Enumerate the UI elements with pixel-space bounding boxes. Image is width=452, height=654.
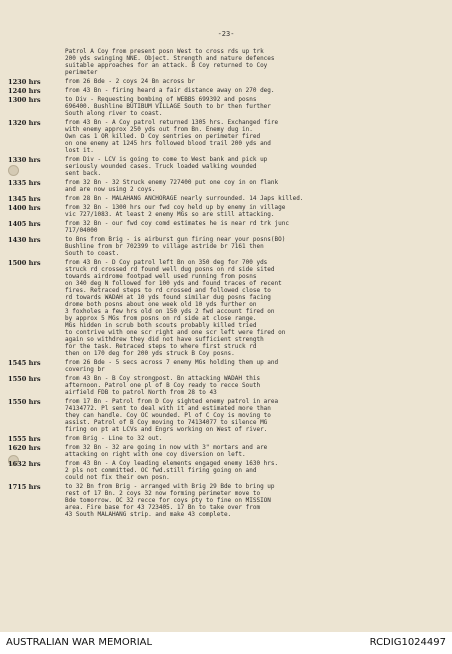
entry-text-line: area. Fire base for 43 723405. 17 Bn to take over from xyxy=(65,504,261,511)
entry-time: 1240 hrs xyxy=(8,87,41,95)
entry-text-line: 43 South MALAHANG strip. and make 43 complete. xyxy=(65,511,232,518)
entry-text-line: vic 727/1083. At least 2 enemy MGs so are still attacking. xyxy=(65,211,275,218)
footer-bar xyxy=(0,632,452,654)
entry-text-line: attacking on right with one coy diversion on left. xyxy=(65,451,246,458)
page-number: -23- xyxy=(217,30,235,38)
entry-time: 1335 hrs xyxy=(8,179,41,187)
entry-time: 1550 hrs xyxy=(8,375,41,383)
entry-text-line: sent back. xyxy=(65,170,102,177)
entry-text-line: 200 yds swinging NNE. Object. Strength and nature defences xyxy=(65,55,275,62)
entry-text-line: from 26 Bde - 5 secs across 7 enemy MGs holding them up and xyxy=(65,359,279,366)
footer-reference: RCDIG1024497 xyxy=(369,637,446,648)
entry-text-line: and are now using 2 coys. xyxy=(65,186,156,193)
entry-text-line: South to coast. xyxy=(65,250,120,257)
entry-time: 1715 hrs xyxy=(8,483,41,491)
entry-text-line: from 32 Bn - 1300 hrs our fwd coy held up by enemy in village xyxy=(65,204,286,211)
entry-time: 1550 hrs xyxy=(8,398,41,406)
entry-text-line: 3 foxholes a few hrs old on 150 yds 2 fwd account fired on xyxy=(65,308,275,315)
entry-text-line: perimeter xyxy=(65,69,98,76)
footer-credit: AUSTRALIAN WAR MEMORIAL xyxy=(6,637,153,648)
entry-text-line: from 32 Bn - 32 are going in now with 3" mortars and are xyxy=(65,444,268,451)
entry-text-line: from 43 Bn - B Coy strongpost. Bn attacking WADAH this xyxy=(65,375,261,382)
entry-time: 1330 hrs xyxy=(8,156,41,164)
entry-text-line: firing on pt at LCVs and Engrs working on West of river. xyxy=(65,426,268,433)
entry-text-line: on 340 deg N followed for 100 yds and found traces of recent xyxy=(65,280,282,287)
entry-text-line: towards airdrome footpad well used running from posns xyxy=(65,273,257,280)
entry-text-line: from 43 Bn - A Coy leading elements engaged enemy 1630 hrs. xyxy=(65,460,279,467)
entry-text-line: from 17 Bn - Patrol from D Coy sighted enemy patrol in area xyxy=(65,398,279,405)
entry-text-line: assist. Patrol of B Coy moving to 74134077 to silence MG xyxy=(65,419,268,426)
entry-time: 1320 hrs xyxy=(8,119,41,127)
entry-text-line: again so withdrew they did not have sufficient strength xyxy=(65,336,264,343)
entry-time: 1400 hrs xyxy=(8,204,41,212)
entry-text-line: from Div - LCV is going to come to West bank and pick up xyxy=(65,156,268,163)
entry-text-line: from 32 Bn - our fwd coy comd estimates he is near rd trk junc xyxy=(65,220,289,227)
entry-text-line: rd towards WADAH at 10 yds found similar dug posns facing xyxy=(65,294,271,301)
entry-text-line: from 26 Bde - 2 coys 24 Bn across br xyxy=(65,78,196,85)
entry-time: 1632 hrs xyxy=(8,460,41,468)
entry-text-line: from 32 Bn - 32 Struck enemy 727400 put one coy in on flank xyxy=(65,179,279,186)
entry-text-line: from 43 Bn - firing heard a fair distance away on 270 deg. xyxy=(65,87,275,94)
entry-text-line: from 28 Bn - MALAHANG ANCHORAGE nearly surrounded. 14 Japs killed. xyxy=(65,195,304,202)
entry-text-line: lost it. xyxy=(65,147,94,154)
entry-text-line: drome both posns about one week old 10 yds further on xyxy=(65,301,257,308)
entry-text-line: from Brig - Line to 32 out. xyxy=(65,435,163,442)
entry-text-line: 74134772. Pl sent to deal with it and estimated more than xyxy=(65,405,271,412)
entry-text-line: by approx 5 MGs from posns on rd side at close range. xyxy=(65,315,257,322)
entry-text-line: rest of 17 Bn. 2 coys 32 now forming perimeter move to xyxy=(65,490,261,497)
entry-time: 1300 hrs xyxy=(8,96,41,104)
entry-text-line: for the task. Retraced steps to where first struck rd xyxy=(65,343,257,350)
entry-text-line: Bde tomorrow. OC 32 recce for coys pty to fine on MISSION xyxy=(65,497,271,504)
entry-text-line: airfield FDB to patrol North from 28 to 43 xyxy=(65,389,217,396)
entry-time: 1620 hrs xyxy=(8,444,41,452)
entry-time: 1345 hrs xyxy=(8,195,41,203)
entry-text-line: from 43 Bn - D Coy patrol left Bn on 350 deg for 700 yds xyxy=(65,259,268,266)
punch-hole-icon xyxy=(8,165,19,176)
entry-text-line: MGs hidden in scrub both scouts probably killed tried xyxy=(65,322,257,329)
entry-text-line: they can handle. Coy OC wounded. Pl of C Coy is moving to xyxy=(65,412,271,419)
entry-time: 1545 hrs xyxy=(8,359,41,367)
entry-time: 1230 hrs xyxy=(8,78,41,86)
entry-text-line: from 43 Bn - A Coy patrol returned 1305 hrs. Exchanged fire xyxy=(65,119,279,126)
entry-text-line: struck rd crossed rd found well dug posns on rd side sited xyxy=(65,266,275,273)
entry-text-line: 696400. Bushline BUTIBUM VILLAGE South to br then further xyxy=(65,103,271,110)
entry-text-line: with enemy approx 250 yds out from Bn. Enemy dug in. xyxy=(65,126,253,133)
entry-text-line: to contrive with one scr right and one scr left were fired on xyxy=(65,329,286,336)
entry-time: 1405 hrs xyxy=(8,220,41,228)
entry-text-line: Patrol A Coy from present posn West to cross rds up trk xyxy=(65,48,264,55)
entry-text-line: 2 pls not committed. OC fwd.still firing going on and xyxy=(65,467,257,474)
entry-text-line: covering br xyxy=(65,366,105,373)
entry-text-line: seriously wounded cases. Truck loaded walking wounded xyxy=(65,163,257,170)
entry-text-line: afternoon. Patrol one pl of B Coy ready to recce South xyxy=(65,382,261,389)
entry-text-line: to Div - Requesting bombing of WEBBS 699392 and posns xyxy=(65,96,257,103)
entry-text-line: to Bns from Brig - is airburst gun firing near your posns(BO) xyxy=(65,236,286,243)
entry-text-line: Own cas 1 OR killed. D Coy sentries on perimeter fired xyxy=(65,133,261,140)
entry-text-line: South along river to coast. xyxy=(65,110,163,117)
entry-text-line: fires. Retraced steps to rd crossed and followed close to xyxy=(65,287,271,294)
entry-text-line: on one enemy at 1245 hrs followed blood trail 200 yds and xyxy=(65,140,271,147)
entry-text-line: could not fix their own posn. xyxy=(65,474,170,481)
entry-time: 1500 hrs xyxy=(8,259,41,267)
entry-text-line: 717/04000 xyxy=(65,227,98,234)
entry-text-line: to 32 Bn from Brig - arranged with Brig 29 Bde to bring up xyxy=(65,483,275,490)
entry-time: 1430 hrs xyxy=(8,236,41,244)
entry-text-line: then on 170 deg for 200 yds struck B Coy posns. xyxy=(65,350,235,357)
entry-text-line: Bushline from br 702399 to village astride br 7161 then xyxy=(65,243,264,250)
entry-text-line: suitable approaches for an attack. B Coy returned to Coy xyxy=(65,62,268,69)
entry-time: 1555 hrs xyxy=(8,435,41,443)
